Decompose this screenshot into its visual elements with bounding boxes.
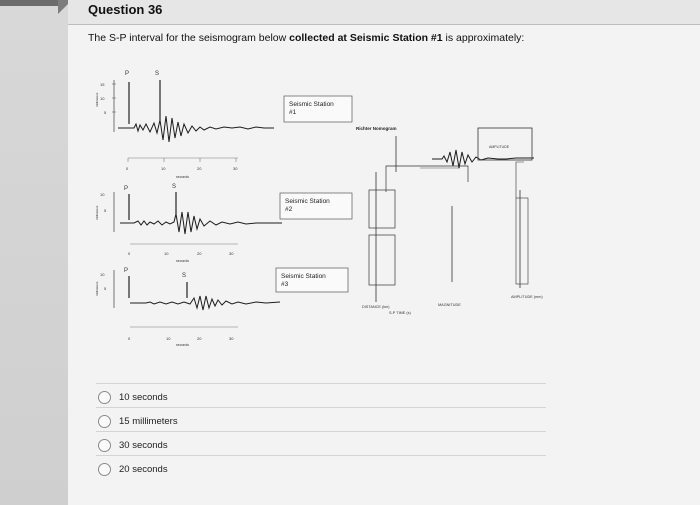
y-tick-15-1: 15 — [100, 82, 105, 87]
radio-button-2[interactable] — [98, 415, 111, 428]
station-label-1-line: Seismic Station — [289, 101, 334, 108]
amplitude-label-top: AMPLITUDE — [489, 145, 510, 149]
y-tick-10-1: 10 — [100, 96, 105, 101]
y-tick-5-3: 5 — [104, 286, 107, 291]
richter-nomogram — [356, 126, 543, 315]
x-tick-30-1: 30 — [233, 166, 238, 171]
y-tick-10-3: 10 — [100, 272, 105, 277]
s-label-3: S — [182, 273, 187, 279]
sp-time-label: S-P TIME (s) — [389, 311, 411, 315]
p-label-2: P — [124, 186, 129, 192]
y-tick-5-1: 5 — [104, 110, 107, 115]
x-tick-0-1: 0 — [126, 166, 129, 171]
radio-button-4[interactable] — [98, 463, 111, 476]
question-text — [88, 32, 524, 44]
x-tick-10-2: 10 — [164, 251, 169, 256]
magnitude-label: MAGNITUDE — [438, 303, 461, 307]
x-ticks-1 — [128, 158, 236, 162]
question-text-suffix: is approximately: — [442, 32, 525, 44]
radio-button-3[interactable] — [98, 439, 111, 452]
question-title: Question 36 — [88, 2, 163, 17]
answer-option-1[interactable] — [98, 391, 168, 404]
y-axis-label-1: millimeters — [95, 92, 99, 107]
x-tick-0-2: 0 — [128, 251, 131, 256]
answer-label-1: 10 seconds — [119, 392, 168, 403]
answer-label-4: 20 seconds — [119, 464, 168, 475]
station-label-1-line-2: #1 — [289, 109, 297, 116]
seismogram-station-1 — [95, 71, 352, 179]
seismogram-station-2 — [95, 184, 352, 263]
answer-option-3[interactable] — [98, 439, 168, 452]
x-tick-20-3: 20 — [197, 336, 202, 341]
y-axis-label-3: millimeters — [95, 281, 99, 296]
seismogram-figure — [86, 62, 556, 362]
x-tick-20-1: 20 — [197, 166, 202, 171]
station-label-2-line: Seismic Station — [285, 198, 330, 205]
answer-option-2[interactable] — [98, 415, 178, 428]
x-tick-0-3: 0 — [128, 336, 131, 341]
s-label-2: S — [172, 184, 177, 190]
p-label-1: P — [125, 71, 130, 77]
distance-label: DISTANCE (km) — [362, 305, 390, 309]
x-axis-label-2: seconds — [176, 259, 190, 263]
question-text-prefix: The S-P interval for the seismogram below — [88, 32, 290, 44]
p-label-3: P — [124, 268, 129, 274]
x-axis-label-3: seconds — [176, 343, 190, 347]
x-axis-label-1: seconds — [176, 175, 190, 179]
amplitude-axis-label: AMPLITUDE (mm) — [511, 295, 543, 299]
y-tick-5-2: 5 — [104, 208, 107, 213]
answer-label-3: 30 seconds — [119, 440, 168, 451]
divider-3 — [96, 431, 546, 432]
divider-4 — [96, 455, 546, 456]
question-text-bold: collected at Seismic Station #1 — [289, 32, 443, 44]
answer-option-4[interactable] — [98, 463, 168, 476]
station-label-3-line-2: #3 — [281, 281, 289, 288]
radio-button-1[interactable] — [98, 391, 111, 404]
answer-label-2: 15 millimeters — [119, 416, 178, 427]
y-tick-10-2: 10 — [100, 192, 105, 197]
station-label-3-line: Seismic Station — [281, 273, 326, 280]
y-axis-label-2: millimeters — [95, 205, 99, 220]
station-label-box-3 — [276, 268, 348, 292]
x-tick-10-3: 10 — [166, 336, 171, 341]
station-label-2-line-2: #2 — [285, 206, 293, 213]
divider-2 — [96, 407, 546, 408]
question-header — [68, 0, 700, 25]
x-tick-30-3: 30 — [229, 336, 234, 341]
x-tick-10-1: 10 — [161, 166, 166, 171]
seismogram-station-3 — [95, 268, 348, 347]
x-tick-20-2: 20 — [197, 251, 202, 256]
x-tick-30-2: 30 — [229, 251, 234, 256]
window-tab — [0, 0, 58, 6]
nomogram-title: Richter Nomogram — [356, 126, 397, 131]
s-label-1: S — [155, 71, 160, 77]
divider-1 — [96, 383, 546, 384]
